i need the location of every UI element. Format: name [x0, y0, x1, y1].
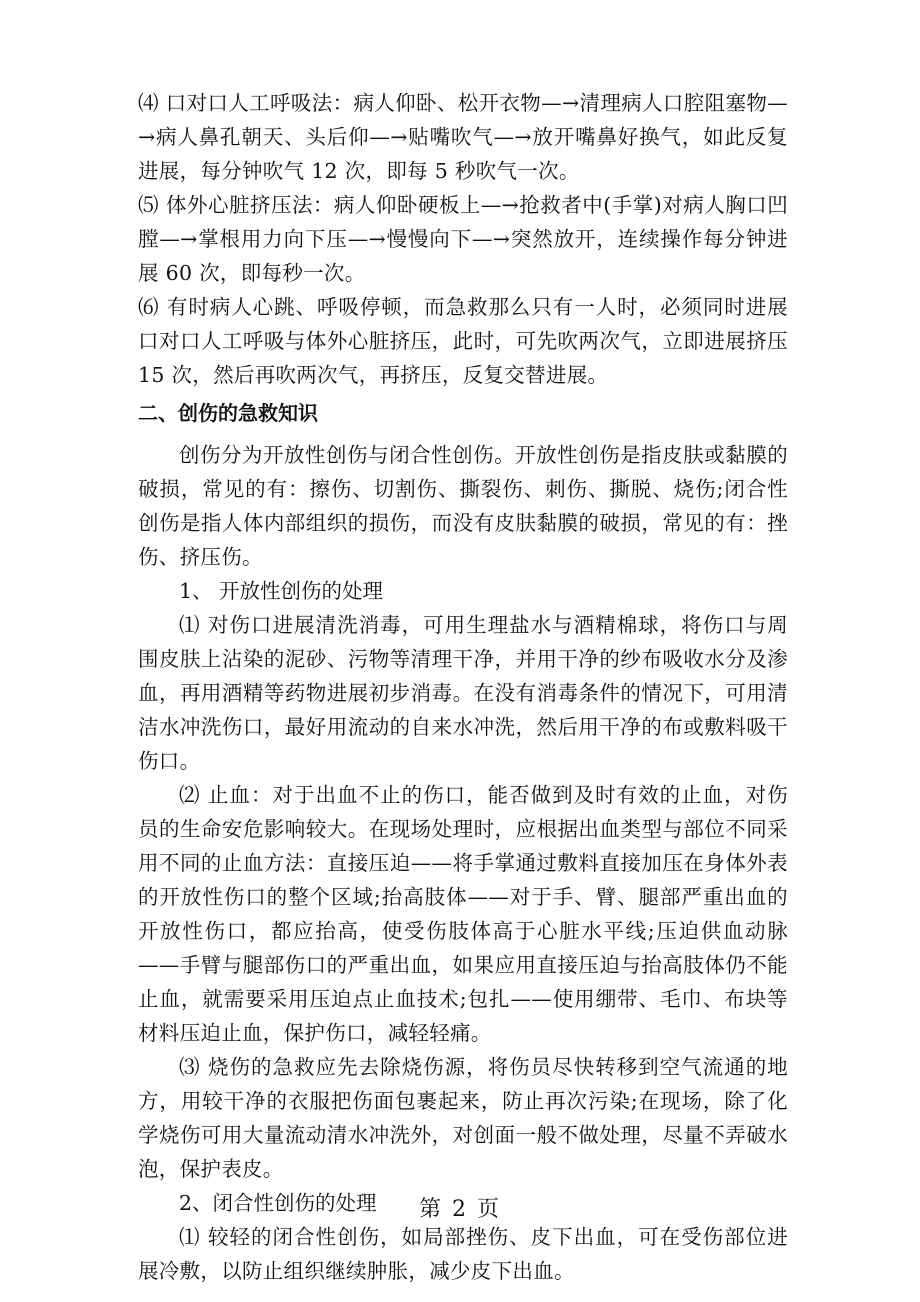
document-body [138, 86, 788, 1288]
paragraph-burns: ⑶ 烧伤的急救应先去除烧伤源，将伤员尽快转移到空气流通的地方，用较干净的衣服把伤面包裹起来，防止再次污染;在现场，除了化学烧伤可用大量流动清水冲洗外，对创面一般不做处理，尽量不弄破水泡，保护表皮。 [138, 1055, 788, 1181]
subheading-closed-wound: 2、闭合性创伤的处理 [179, 1191, 377, 1215]
paragraph-chest-compression: ⑸ 体外心脏挤压法：病人仰卧硬板上—→抢救者中(手掌)对病人胸口凹膛—→掌根用力向下压—→慢慢向下—→突然放开，连续操作每分钟进展 60 次，即每秒一次。 [138, 193, 788, 285]
page-number: 第 2 页 [419, 1197, 501, 1222]
paragraph-cold-compress: ⑴ 较轻的闭合性创伤，如局部挫伤、皮下出血，可在受伤部位进展冷敷，以防止组织继续肿胀，减少皮下出血。 [138, 1225, 788, 1283]
paragraph-single-rescuer: ⑹ 有时病人心跳、呼吸停顿，而急救那么只有一人时，必须同时进展口对口人工呼吸与体外心脏挤压，此时，可先吹两次气，立即进展挤压 15 次，然后再吹两次气，再挤压，反复交替进展。 [138, 295, 788, 387]
paragraph-hemostasis: ⑵ 止血：对于出血不止的伤口，能否做到及时有效的止血，对伤员的生命安危影响较大。在现场处理时，应根据出血类型与部位不同采用不同的止血方法：直接压迫——将手掌通过敷料直接加压在身体外表的开放性伤口的整个区域;抬高肢体——对于手、臂、腿部严重出血的开放性伤口，都应抬高，使受伤肢体高于心脏水平线;压迫供血动脉——手臂与腿部伤口的严重出血，如果应用直接压迫与抬高肢体仍不能止血，就需要采用压迫点止血技术;包扎——使用绷带、毛巾、布块等材料压迫止血，保护伤口，减轻轻痛。 [138, 783, 788, 1045]
paragraph-mouth-to-mouth: ⑷ 口对口人工呼吸法：病人仰卧、松开衣物—→清理病人口腔阻塞物—→病人鼻孔朝天、头后仰—→贴嘴吹气—→放开嘴鼻好换气，如此反复进展，每分钟吹气 12 次，即每 5 秒吹气一次。 [138, 91, 788, 183]
subheading-open-wound: 1、 开放性创伤的处理 [179, 579, 384, 603]
section-heading-trauma: 二、创伤的急救知识 [138, 401, 318, 425]
paragraph-trauma-intro: 创伤分为开放性创伤与闭合性创伤。开放性创伤是指皮肤或黏膜的破损，常见的有：擦伤、切割伤、撕裂伤、刺伤、撕脱、烧伤;闭合性创伤是指人体内部组织的损伤，而没有皮肤黏膜的破损，常见的有：挫伤、挤压伤。 [138, 443, 788, 569]
paragraph-cleaning: ⑴ 对伤口进展清洗消毒，可用生理盐水与酒精棉球，将伤口与周围皮肤上沾染的泥砂、污物等清理干净，并用干净的纱布吸收水分及渗血，再用酒精等药物进展初步消毒。在没有消毒条件的情况下，可用清洁水冲洗伤口，最好用流动的自来水冲洗，然后用干净的布或敷料吸干伤口。 [138, 613, 788, 773]
